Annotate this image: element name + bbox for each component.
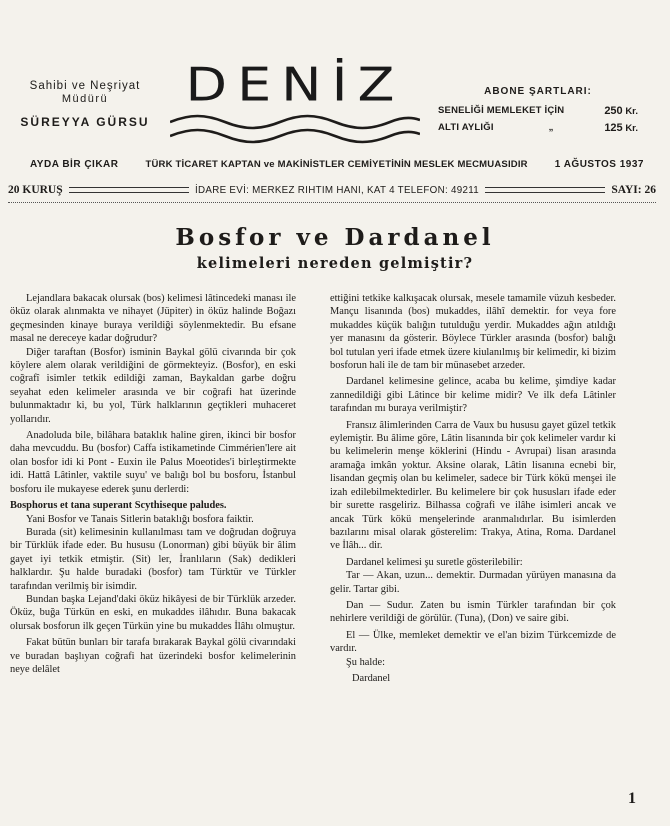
paragraph: ettiğini tetkike kalkışacak olursak, mesele tamamile vüzuh kesbeder. Mançu lisanında (bos) mukaddes, ilâhî demektir. for veya fore mukaddes küçük balığın tutulduğu yerdir. Mukaddes ağın atıldığı yer manasını da gösterir. Böylece Türkler arasında (bosfor) balığı bol tutulan yeri ifade etmek üzere kiulanılmış bir kelimedir, ki bizim bosforun hali ile de tam bir münasebet arzeder. — [330, 293, 616, 372]
waves-icon — [170, 112, 420, 148]
paragraph: Anadoluda bile, bilâhara bataklık haline giren, ikinci bir bosfor daha mevcuddu. Bu (bosfor) Caffa istikametinde Cimmérien'lere ait olan bosfor idi ki Pont - Euxin ile Palus Moeotides'i birleştirmekte idi. Hattâ Lâtinler, vaktile suyu' ve balığı bol bu bosforu, İstanbul bosforu ile mukayese ederek şunu derlerdi: — [10, 430, 296, 495]
paragraph: Lejandlara bakacak olursak (bos) kelimesi lâtincedeki manası ile öküz olarak alınmakta ve nihayet (Jüpiter) in öküz halinde Boğazı geçmesinden kinaye buraya verildiği söylenmektedir. Bu efsane masal ne dereceye kadar doğrudur? — [10, 293, 296, 345]
paragraph: Dardanel kelimesine gelince, acaba bu kelime, şimdiye kadar zannedildiği gibi Lâtince bir kelime midir? Ve ilk defa Lâtinler tarafından mı buraya verilmiştir? — [330, 376, 616, 415]
article-subtitle: kelimeleri nereden gelmiştir? — [196, 255, 474, 272]
column-right — [330, 292, 616, 685]
subscription-block — [438, 86, 638, 137]
issue-date: 1 AĞUSTOS 1937 — [554, 159, 644, 170]
address: İDARE EVİ: MERKEZ RIHTIM HANI, KAT 4 TELEFON: 49211 — [194, 184, 480, 196]
paragraph: Tar — Akan, uzun... demektir. Durmadan yürüyen manasına da gelir. Tartar gibi. — [330, 570, 616, 595]
double-rule — [485, 187, 605, 193]
ditto-mark: „ — [548, 122, 554, 133]
issue-number: SAYI: 26 — [611, 184, 656, 196]
annual-unit: Kr. — [625, 106, 638, 117]
paragraph: Fransız âlimlerinden Carra de Vaux bu hususu gayet güzel tetkik eylemiştir. Bu âlime göre, Lâtin lisanında bir çok kelimeler vardır ki bu kelimelerin menşe köklerini (Hindu - Avrupai) lisan arasında aramağa imkân yoktur. Aksine olarak, Lâtin lisanına ecnebi bir, lisandan geçmiş olan bu kelimeler, sadece bir Türk kökü menşei ile izah edilebilmektedirler. Bu kelimelere bir çok hususları ifade eder bir surette rasgeliriz. Bilhassa coğrafi ve ilâhe isimleri ancak ve ancak Türk kökü menşelerinde aranmalıdırlar. Bu isimlerden bazılarını misal olarak gösterelim: Trakya, Atina, Roma. Dardanel ve İlâh... dir. — [330, 419, 616, 552]
article-title: Bosfor ve Dardanel — [175, 224, 495, 251]
price: 20 KURUŞ — [8, 184, 63, 196]
page-number: 1 — [628, 790, 636, 807]
annual-row — [438, 103, 638, 120]
owner-name: SÜREYYA GÜRSU — [20, 115, 150, 129]
halfyear-label: ALTI AYLIĞI — [438, 122, 494, 133]
subscription-title: ABONE ŞARTLARI: — [484, 86, 592, 97]
paragraph: Diğer taraftan (Bosfor) isminin Baykal gölü civarında bir çok köylere alem olarak verildiğini de görmekteyiz. (Bosfor), en eski coğrafî isimler tetkik edildiği zaman, Baykaldan garbe doğru seyahat eden kelimeler arasında ve bir coğrafi hat üzerinde bulunmaktadır ki, bu yol, Türk halklarının geçtikleri muhaceret yollarıdır. — [10, 346, 296, 425]
halfyear-price: 125 — [604, 122, 623, 134]
annual-label: SENELİĞİ MEMLEKET İÇİN — [438, 105, 565, 116]
owner-label: Sahibi ve Neşriyat — [29, 80, 141, 92]
column-left — [10, 292, 296, 676]
masthead-logo — [160, 57, 430, 152]
paragraph: El — Ülke, memleket demektir ve el'an bizim Türkcemizde de vardır. — [330, 629, 616, 655]
paragraph: Fakat bütün bunları bir tarafa bırakarak Baykal gölü civarındaki ve buradan başlıyan coğrafi hat üzerindeki bosfor kelimelerinin neye delâlet — [10, 637, 296, 675]
paragraph: Yani Bosfor ve Tanais Sitlerin bataklığı bosfora faiktir. — [26, 513, 254, 525]
paragraph: Şu halde: — [346, 656, 385, 668]
publisher-block — [10, 80, 160, 129]
tagline-row — [20, 159, 650, 170]
halfyear-row — [438, 120, 638, 137]
frequency: AYDA BİR ÇIKAR — [30, 159, 119, 170]
logo-text: DENİZ — [185, 57, 405, 112]
info-strip — [8, 182, 656, 198]
paragraph: Dan — Sudur. Zaten bu ismin Türkler tarafından bir çok nehirlere verildiği de görülür. (Tuna), (Don) ve saire gibi. — [330, 599, 616, 625]
latin-quote: Bosphorus et tana superant Scythiseque paludes. — [10, 500, 227, 512]
halfyear-unit: Kr. — [625, 123, 638, 134]
annual-price: 250 — [604, 105, 623, 117]
double-rule — [69, 187, 189, 193]
magazine-description: TÜRK TİCARET KAPTAN ve MAKİNİSTLER CEMİYETİNİN MESLEK MECMUASIDIR — [145, 159, 528, 170]
paragraph: Bundan başka Lejand'daki öküz hikâyesi de bir Türklük arzeder. Öküz, buğa Türkün en eski, en mukaddes ilâhıdır. Buna bakacak olursak bosforun ilk geçen Türkün yine bu mukaddes İlâhı olmuştur. — [10, 593, 296, 632]
paragraph: Dardanel kelimesi şu suretle gösterilebilir: — [346, 556, 523, 568]
divider — [8, 202, 656, 203]
paragraph: Dardanel — [352, 672, 391, 684]
paragraph: Burada (sit) kelimesinin kullanılması tam ve doğrudan doğruya bir Türklük ifade eder. Bu hususu (Lonorman) gibi büyük bir âlim gayet iyi tetkik etmiştir. (Sit) ler, İranlıların (Sak) dedikleri halklardır. Şu halde buradaki (bosfor) tam Türktür ve Türkler tarafından verilmiş bir isimdir. — [10, 526, 296, 592]
owner-label-2: Müdürü — [61, 93, 109, 105]
